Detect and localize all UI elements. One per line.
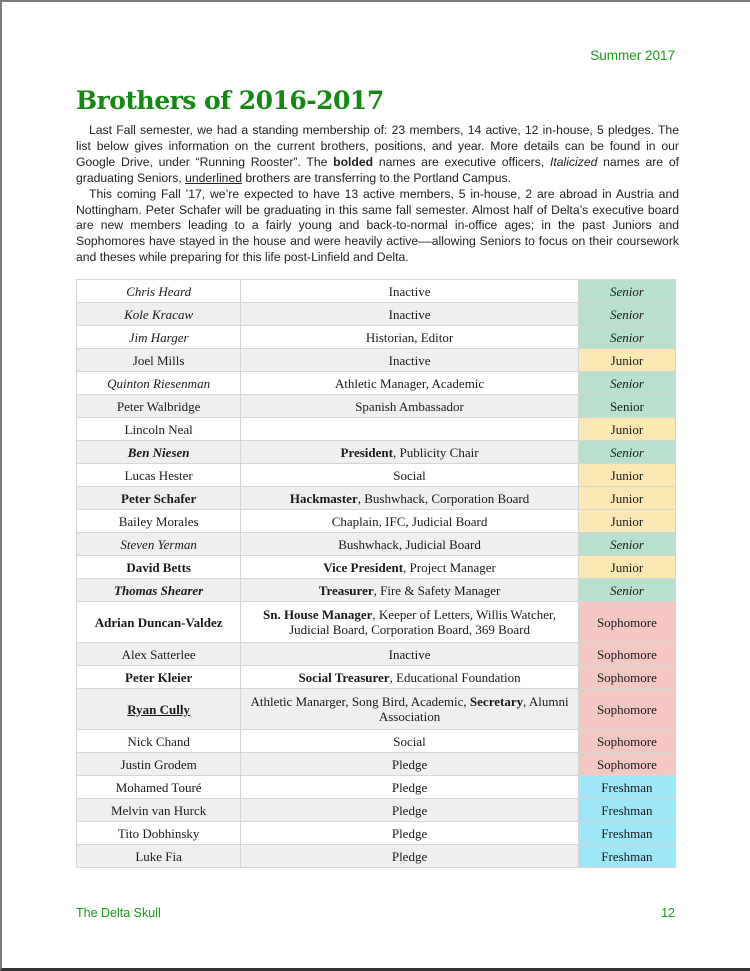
brother-position: Inactive [241,303,579,326]
brother-name: Quinton Riesenman [77,372,241,395]
officer-title: Secretary [469,694,524,709]
brother-position: Inactive [241,349,579,372]
brother-name: Thomas Shearer [77,579,241,602]
brother-year: Senior [578,303,675,326]
table-row [77,822,676,845]
brother-year: Senior [578,395,675,418]
brother-year: Sophomore [578,602,675,643]
position-text: , Bushwhack, Corporation Board [357,490,530,506]
brother-name: Chris Heard [77,280,241,303]
brother-position: Bushwhack, Judicial Board [241,533,579,556]
brother-year: Senior [578,280,675,303]
intro-paragraph-2: This coming Fall ’17, we’re expected to have 13 active members, 5 in-house, 2 are abroad in Austria and Nottingham. Peter Schafer will be graduating in this same fall semester. Almost half of Delta’s executive board are new members leading to a fairly young and back-to-normal in-office ages; in the past Juniors and Sophomores have stayed in the house and were heavily active––allowing Seniors to focus on their coursework and theses while preparing for this life post-Linfield and Delta. [76,186,679,265]
brother-name: Bailey Morales [77,510,241,533]
table-row [77,666,676,689]
brother-year: Senior [578,441,675,464]
intro-text [76,123,679,266]
brother-position: Athletic Manager, Academic [241,372,579,395]
table-row [77,441,676,464]
table-row [77,643,676,666]
brother-name: Ryan Cully [77,689,241,730]
page-number: 12 [661,906,675,920]
brother-year: Senior [578,372,675,395]
position-text: , Fire & Safety Manager [373,582,501,598]
table-row [77,510,676,533]
table-row [77,579,676,602]
brother-year: Freshman [578,822,675,845]
brother-position: Social [241,464,579,487]
brother-year: Sophomore [578,666,675,689]
brother-position [241,556,579,579]
table-row [77,845,676,868]
brothers-table [76,279,676,868]
table-row [77,533,676,556]
brother-position: Pledge [241,753,579,776]
publication-name: The Delta Skull [76,906,161,920]
table-row [77,372,676,395]
brother-position: Pledge [241,799,579,822]
officer-title: Treasurer [318,582,374,598]
brother-name: Peter Kleier [77,666,241,689]
brother-name: Nick Chand [77,730,241,753]
brother-position [241,602,579,643]
officer-title: Sn. House Manager [262,607,373,622]
intro-paragraph-1 [76,123,679,187]
underline-legend: underlined [185,170,243,185]
brother-position: Pledge [241,845,579,868]
table-row [77,349,676,372]
brother-position [241,666,579,689]
brother-year: Freshman [578,845,675,868]
officer-title: Social Treasurer [298,669,390,685]
position-text: , Project Manager [403,559,496,575]
table-row [77,556,676,579]
brother-year: Senior [578,326,675,349]
position-text: , Alumni Association [378,694,569,724]
brother-name: Adrian Duncan-Valdez [77,602,241,643]
brother-name: Tito Dobhinsky [77,822,241,845]
brother-year: Freshman [578,776,675,799]
brother-year: Senior [578,533,675,556]
brother-year: Sophomore [578,730,675,753]
officer-title: Hackmaster [289,490,358,506]
table-row [77,730,676,753]
table-row [77,280,676,303]
brother-name: Joel Mills [77,349,241,372]
text-run: brothers are transferring to the Portland Campus. [242,170,511,185]
brother-position [241,689,579,730]
brother-name: Luke Fia [77,845,241,868]
brother-position: Social [241,730,579,753]
brother-name: Ben Niesen [77,441,241,464]
brother-year: Junior [578,510,675,533]
brother-year: Junior [578,349,675,372]
brother-year: Freshman [578,799,675,822]
brother-name: Peter Walbridge [77,395,241,418]
brother-position [241,579,579,602]
brother-position: Pledge [241,822,579,845]
brother-year: Junior [578,487,675,510]
brother-name: Lincoln Neal [77,418,241,441]
officer-title: Vice President [323,559,404,575]
brother-position: Historian, Editor [241,326,579,349]
brother-name: Steven Yerman [77,533,241,556]
italic-legend: Italicized [549,154,598,169]
brother-year: Sophomore [578,753,675,776]
brother-position [241,487,579,510]
position-text: , Educational Foundation [389,669,521,685]
brother-name: Mohamed Touré [77,776,241,799]
brother-position [241,418,579,441]
brother-name: Lucas Hester [77,464,241,487]
table-row [77,753,676,776]
brother-position: Inactive [241,280,579,303]
table-row [77,799,676,822]
brother-name: Melvin van Hurck [77,799,241,822]
brother-year: Junior [578,418,675,441]
brother-year: Sophomore [578,643,675,666]
brother-name: Jim Harger [77,326,241,349]
brother-name: David Betts [77,556,241,579]
brother-name: Kole Kracaw [77,303,241,326]
brother-position: Chaplain, IFC, Judicial Board [241,510,579,533]
position-text: , Keeper of Letters, Willis Watcher, Judicial Board, Corporation Board, 369 Board [289,607,557,637]
brother-position: Spanish Ambassador [241,395,579,418]
brother-name: Peter Schafer [77,487,241,510]
table-row [77,689,676,730]
brother-year: Sophomore [578,689,675,730]
table-row [77,326,676,349]
text-run: Last Fall semester, we had a standing membership of: 23 members, 14 active, 12 in-house, 5 pledges. The list below gives information on the current brothers, positions, and year. More details can be found in our Google Drive, under “Running Rooster”. The [76,123,679,169]
table-row [77,602,676,643]
brother-position: Pledge [241,776,579,799]
brother-name: Justin Grodem [77,753,241,776]
page-title: Brothers of 2016-2017 [76,86,384,115]
text-run: names are of graduating Seniors, [76,154,679,185]
issue-label: Summer 2017 [590,48,675,63]
table-row [77,464,676,487]
position-text: Athletic Manarger, Song Bird, Academic, [250,694,470,709]
brother-year: Senior [578,579,675,602]
brother-position: Inactive [241,643,579,666]
position-text: , Publicity Chair [392,444,479,460]
brother-year: Junior [578,464,675,487]
text-run: names are executive officers, [373,154,550,169]
table-row [77,487,676,510]
brother-year: Junior [578,556,675,579]
officer-title: President [340,444,393,460]
table-row [77,395,676,418]
brother-position [241,441,579,464]
table-row [77,303,676,326]
table-row [77,776,676,799]
brother-name: Alex Satterlee [77,643,241,666]
table-row [77,418,676,441]
bold-legend: bolded [333,154,374,169]
